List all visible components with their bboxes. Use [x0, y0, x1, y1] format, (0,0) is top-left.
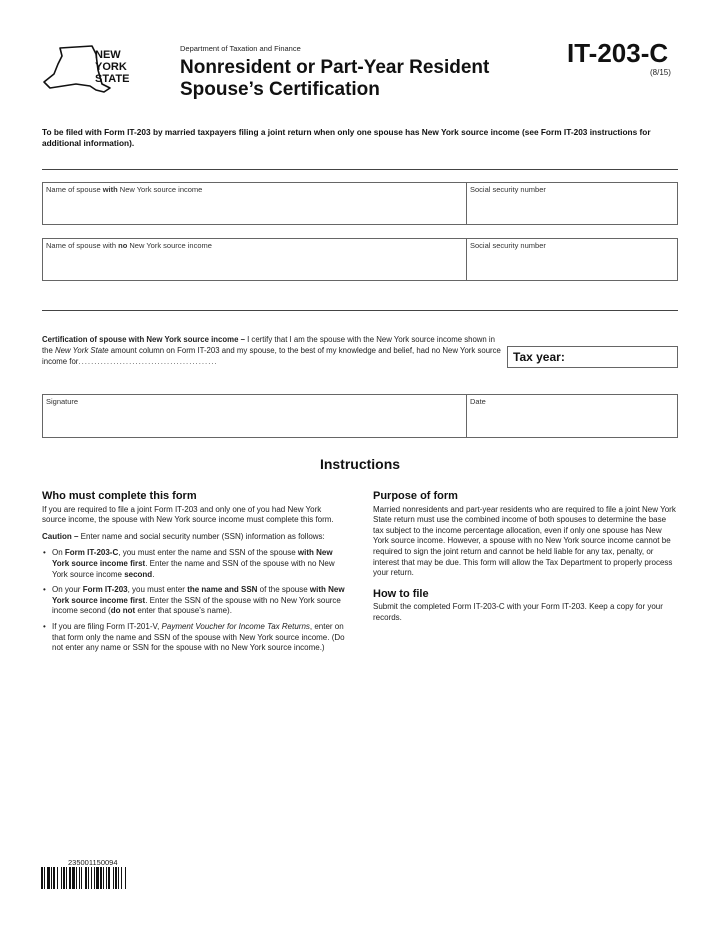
- signature-field[interactable]: Signature: [42, 394, 467, 438]
- svg-text:YORK: YORK: [95, 61, 127, 73]
- list-item: • On your Form IT-203, you must enter the name and SSN of the spouse with New York source income first. Enter the SSN of the spouse with no New York source income second (do not enter that spouse’s name).: [42, 585, 347, 617]
- list-item: • If you are filing Form IT-201-V, Payment Voucher for Income Tax Returns, enter on that form only the name and SSN of the spouse with New York source income. (Do not enter any name or SSN for the spouse with no New York source income.): [42, 622, 347, 654]
- spouse-with-income-name-field[interactable]: Name of spouse with New York source income: [42, 182, 467, 225]
- section-heading: How to file: [373, 587, 429, 600]
- intro-text: To be filed with Form IT-203 by married taxpayers filing a joint return when only one spouse has New York source income (see Form IT-203 instructions for additional information).: [42, 127, 651, 148]
- section-heading: Purpose of form: [373, 490, 458, 502]
- svg-text:NEW: NEW: [95, 49, 121, 61]
- date-field[interactable]: Date: [466, 394, 678, 438]
- certification-statement: Certification of spouse with New York source income – I certify that I am the spouse with the New York source income shown in the New York State amount column on Form IT-203 and my spouse, to the best of my knowledge and belief, had no New York source income for............................................: [42, 335, 501, 366]
- caution-text: Caution – Enter name and social security number (SSN) information as follows:: [42, 531, 325, 541]
- instructions-heading: Instructions: [319, 456, 401, 472]
- form-title: Nonresident or Part-Year Resident Spouse’s Certification: [180, 57, 490, 100]
- tax-year-field[interactable]: Tax year:: [507, 346, 678, 368]
- barcode-number: 235001150094: [68, 858, 118, 867]
- section-heading: Who must complete this form: [42, 490, 197, 502]
- spouse-with-income-ssn-field[interactable]: Social security number: [466, 182, 678, 225]
- who-must-complete-section: Who must complete this form If you are required to file a joint Form IT-203 and only one of you had New York source income, the spouse with New York source income must complete this form. Caution – Enter name and social security number (SSN) information as follows: • On Form IT-203-C, you must enter the name and SSN of the spouse with New York source income first. Enter the name and SSN of the spouse with no New York source income second. • On your Form IT-203, you must enter the name and SSN of the spouse with New York source income first. Enter the SSN of the spouse with no New York source income second (do not enter that spouse’s name). • If you are filing Form IT-201-V, Payment Voucher for Income Tax Returns, enter on that form only the name and SSN of the spouse with New York source income. (Do not enter any name or SSN for the spouse with no New York source income.): [42, 491, 347, 659]
- purpose-section: Purpose of form Married nonresidents and part-year residents who are required to file a joint New York State return must use the combined income of both spouses to determine the base tax subject to the income percentage allocation, even if only one spouse has New York source income. However, a spouse with no New York source income cannot be required to sign the joint return and cannot be held liable for any tax, penalty, or interest that may be due. This form will allow the Tax Department to properly process your return. How to file Submit the completed Form IT-203-C with your Form IT-203. Keep a copy for your records.: [373, 491, 678, 630]
- department-name: Department of Taxation and Finance: [180, 44, 301, 53]
- revision-date: (8/15): [650, 68, 671, 77]
- caution-list: [42, 548, 347, 653]
- svg-text:STATE: STATE: [95, 73, 130, 85]
- spouse-no-income-name-field[interactable]: Name of spouse with no New York source income: [42, 238, 467, 281]
- list-item: • On Form IT-203-C, you must enter the name and SSN of the spouse with New York source income first. Enter the name and SSN of the spouse with no New York source income second.: [42, 548, 347, 580]
- new-york-state-logo: [40, 40, 140, 100]
- divider: [42, 310, 678, 311]
- barcode-image: [41, 867, 181, 889]
- form-number: IT-203-C: [567, 38, 669, 68]
- divider: [42, 169, 678, 170]
- spouse-no-income-ssn-field[interactable]: Social security number: [466, 238, 678, 281]
